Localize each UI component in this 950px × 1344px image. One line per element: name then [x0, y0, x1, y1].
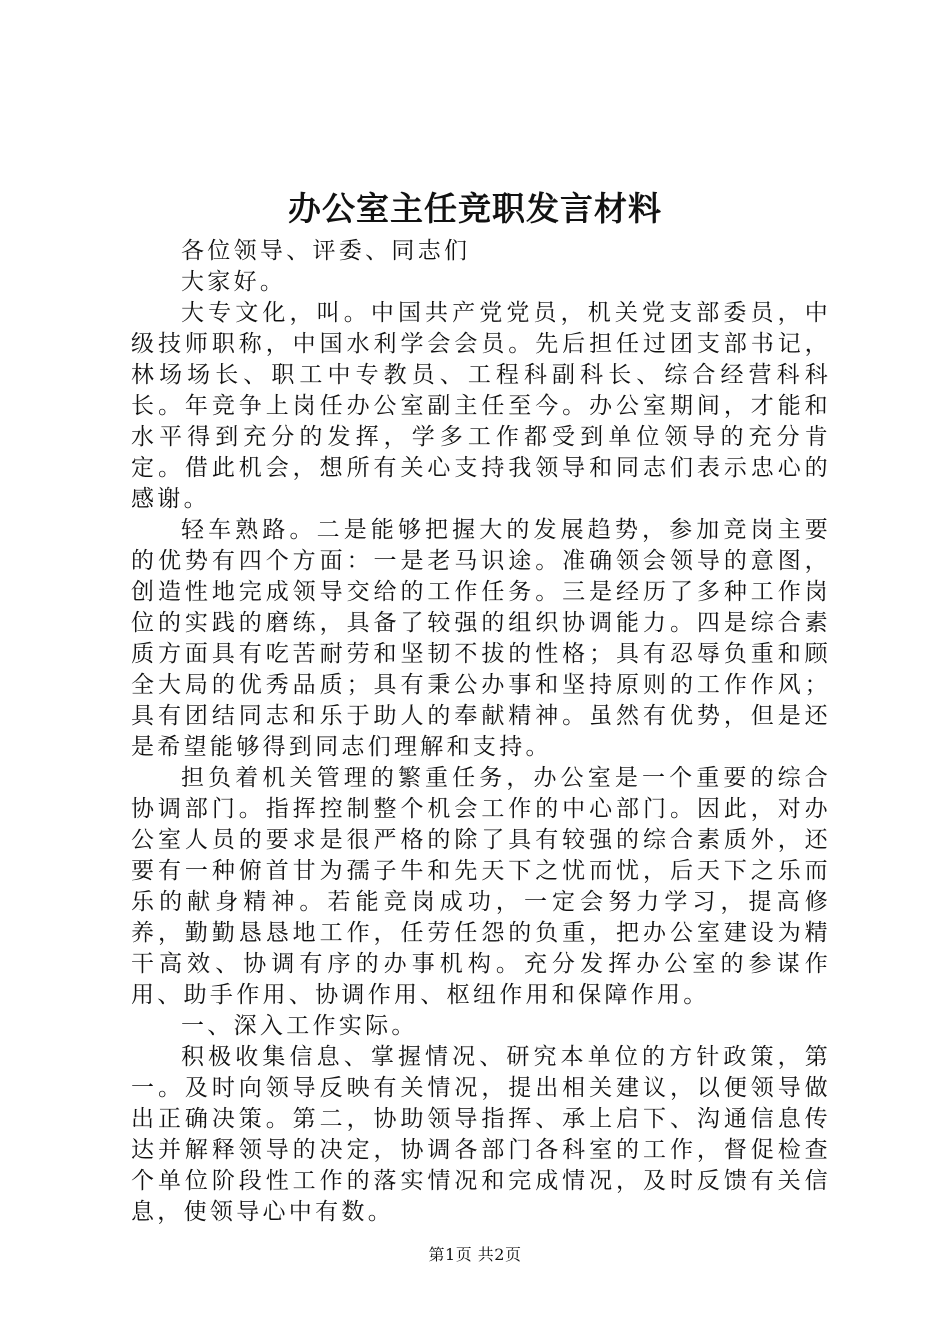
document-title: 办公室主任竞职发言材料 [288, 189, 662, 228]
paragraph-office-role: 担负着机关管理的繁重任务，办公室是一个重要的综合协调部门。指挥控制整个机会工作的中心部门。因此，对办公室人员的要求是很严格的除了具有较强的综合素质外，还要有一种俯首甘为孺子牛和先天下之忧而忧，后天下之乐而乐的献身精神。若能竞岗成功，一定会努力学习，提高修养，勤勤恳恳地工作，任劳任怨的负重，把办公室建设为精干高效、协调有序的办事机构。充分发挥办公室的参谋作用、助手作用、协调作用、枢纽作用和保障作用。 [131, 765, 831, 1008]
paragraph-advantages: 轻车熟路。二是能够把握大的发展趋势，参加竞岗主要的优势有四个方面：一是老马识途。准确领会领导的意图，创造性地完成领导交给的工作任务。三是经历了多种工作岗位的实践的磨练，具备了较强的组织协调能力。四是综合素质方面具有吃苦耐劳和坚韧不拔的性格；具有忍辱负重和顾全大局的优秀品质；具有秉公办事和坚持原则的工作作风；具有团结同志和乐于助人的奉献精神。虽然有优势，但是还是希望能够得到同志们理解和支持。 [131, 517, 831, 760]
paragraph-duties: 积极收集信息、掌握情况、研究本单位的方针政策，第一。及时向领导反映有关情况，提出相关建议，以便领导做出正确决策。第二，协助领导指挥、承上启下、沟通信息传达并解释领导的决定，协调各部门各科室的工作，督促检查个单位阶段性工作的落实情况和完成情况，及时反馈有关信息，使领导心中有数。 [131, 1044, 831, 1225]
greeting: 大家好。 [181, 269, 287, 295]
paragraph-background: 大专文化，叫。中国共产党党员，机关党支部委员，中级技师职称，中国水利学会会员。先后担任过团支部书记，林场场长、职工中专教员、工程科副科长、综合经营科科长。年竞争上岗任办公室副主任至今。办公室期间，才能和水平得到充分的发挥，学多工作都受到单位领导的充分肯定。借此机会，想所有关心支持我领导和同志们表示忠心的感谢。 [131, 300, 831, 512]
page-footer: 第1页 共2页 [428, 1245, 522, 1264]
section-heading: 一、深入工作实际。 [181, 1013, 418, 1039]
salutation: 各位领导、评委、同志们 [181, 238, 471, 264]
document-body [131, 236, 831, 1228]
